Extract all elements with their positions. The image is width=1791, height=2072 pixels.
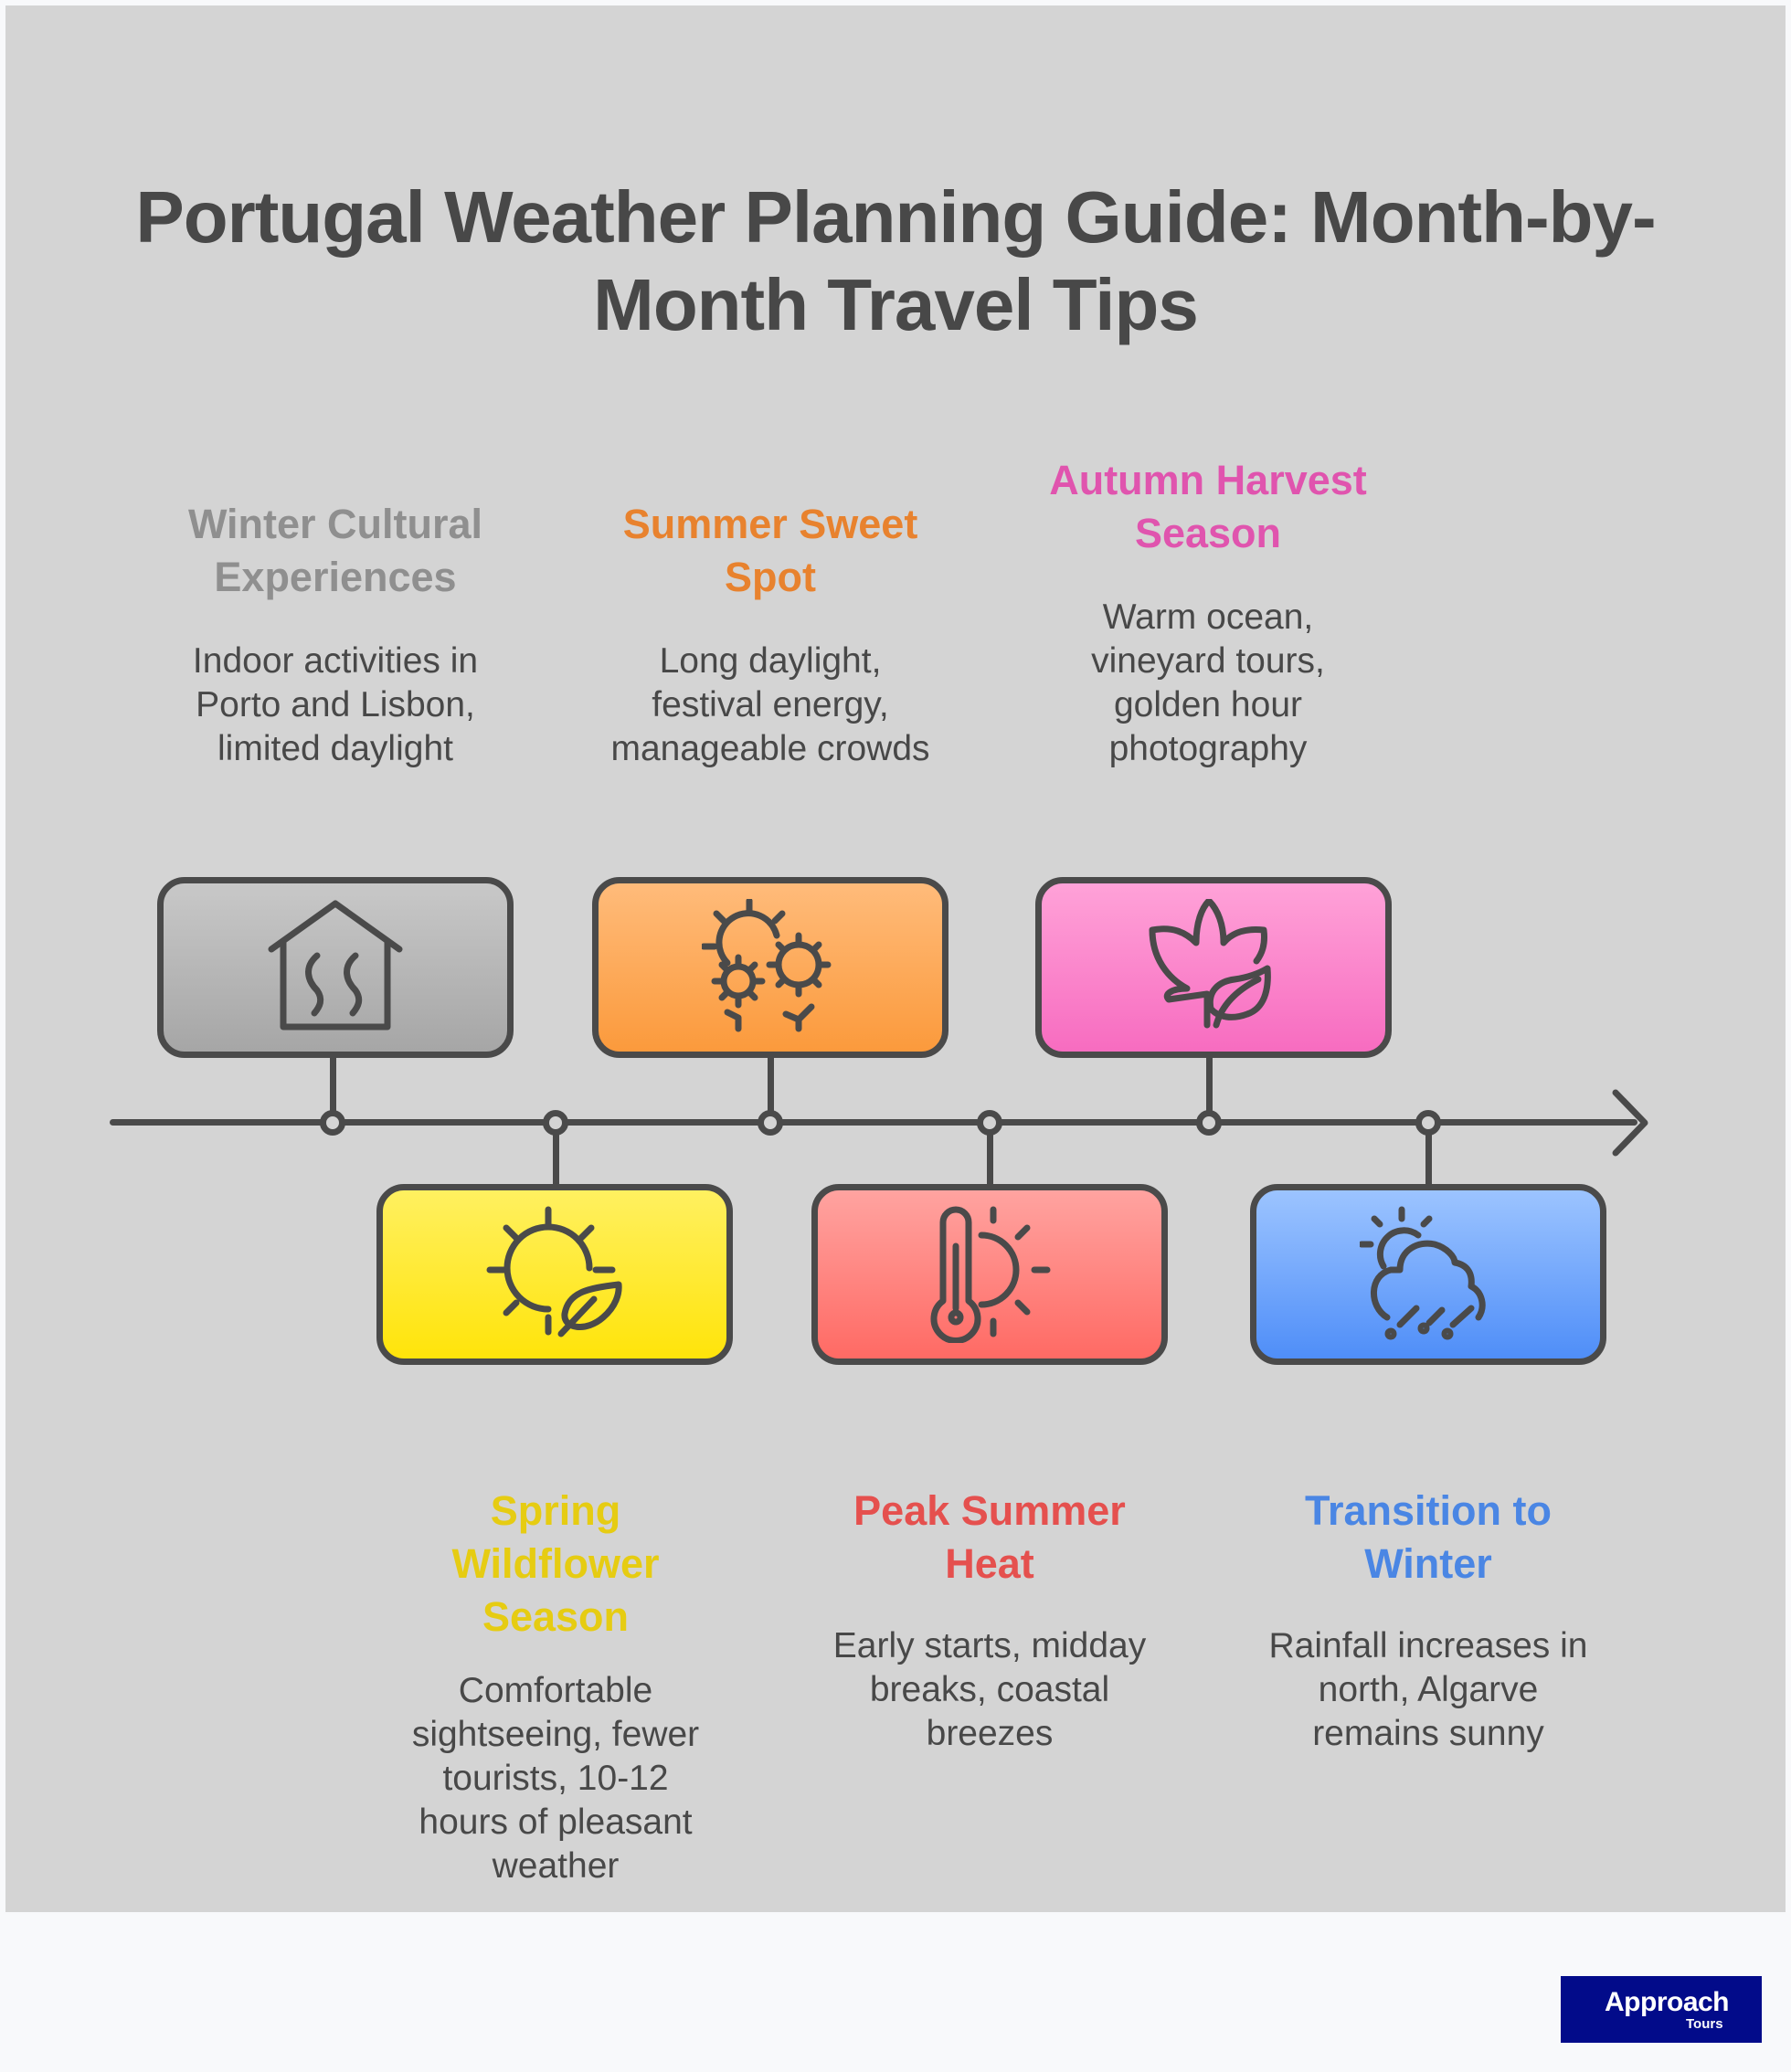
stage-heading: Autumn Harvest Season bbox=[1049, 457, 1367, 556]
timeline-arrowhead-icon bbox=[1608, 1087, 1654, 1158]
page-title bbox=[91, 174, 1700, 349]
stage-heading: Winter Cultural Experiences bbox=[187, 501, 483, 600]
stage-icon-box bbox=[592, 877, 948, 1058]
stage-description: Early starts, midday breaks, coastal breezes bbox=[832, 1626, 1147, 1753]
stage-connector bbox=[553, 1133, 559, 1186]
timeline-node bbox=[543, 1110, 568, 1136]
stage-heading: Transition to Winter bbox=[1305, 1487, 1552, 1587]
stage-connector bbox=[1425, 1133, 1432, 1186]
stage-connector bbox=[1206, 1055, 1213, 1112]
house-heat-icon bbox=[267, 899, 404, 1036]
stage-connector bbox=[768, 1055, 774, 1112]
title-line-2: Month Travel Tips bbox=[593, 264, 1198, 345]
timeline-node bbox=[1196, 1110, 1222, 1136]
title-line-1: Portugal Weather Planning Guide: Month-by- bbox=[135, 176, 1656, 258]
timeline-node bbox=[758, 1110, 783, 1136]
stage-icon-box bbox=[157, 877, 514, 1058]
maple-leaf-icon bbox=[1145, 899, 1282, 1036]
stage-connector bbox=[330, 1055, 336, 1112]
logo-sub: Tours bbox=[1686, 2016, 1723, 2032]
stage-icon-box bbox=[376, 1184, 733, 1365]
stage-heading: Spring Wildflower Season bbox=[451, 1487, 660, 1640]
timeline-node bbox=[1415, 1110, 1441, 1136]
stage-connector bbox=[987, 1133, 993, 1186]
stage-icon-box bbox=[811, 1184, 1168, 1365]
approach-tours-logo[interactable] bbox=[1561, 1976, 1762, 2043]
sun-leaf-icon bbox=[486, 1206, 623, 1343]
stage-description: Long daylight, festival energy, manageable crowds bbox=[610, 641, 930, 768]
stage-description: Rainfall increases in north, Algarve remains sunny bbox=[1268, 1626, 1588, 1753]
timeline-node bbox=[320, 1110, 345, 1136]
stage-description: Indoor activities in Porto and Lisbon, limited daylight bbox=[192, 641, 479, 768]
stage-icon-box bbox=[1035, 877, 1392, 1058]
stage-heading: Peak Summer Heat bbox=[853, 1487, 1126, 1587]
stage-description: Comfortable sightseeing, fewer tourists, 10-12 hours of pleasant weather bbox=[411, 1671, 700, 1886]
stage-description: Warm ocean, vineyard tours, golden hour photography bbox=[1091, 597, 1325, 768]
stage-icon-box bbox=[1250, 1184, 1606, 1365]
logo-brand: Approach bbox=[1605, 1987, 1730, 2017]
stage-heading: Summer Sweet Spot bbox=[622, 501, 918, 600]
sunflowers-icon bbox=[702, 899, 839, 1036]
timeline-node bbox=[977, 1110, 1002, 1136]
sun-cloud-rain-icon bbox=[1360, 1206, 1497, 1343]
thermometer-sun-icon bbox=[921, 1206, 1058, 1343]
